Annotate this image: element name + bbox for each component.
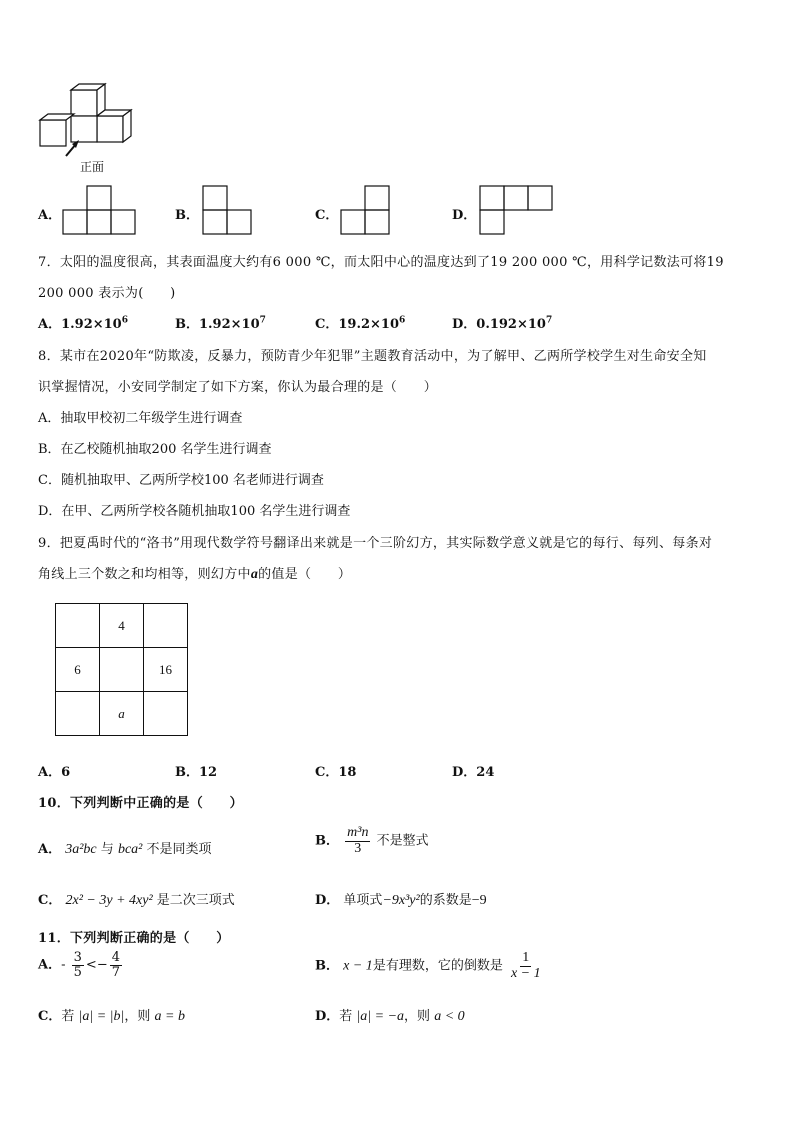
q10-option-b-label: B． — [315, 833, 339, 849]
q11-option-b-fraction — [509, 951, 543, 981]
q6-option-c-label: C． — [315, 208, 339, 223]
q10-option-a-label: A． — [38, 842, 62, 857]
q11-option-a-numerator-2: 4 — [111, 950, 120, 965]
q6-option-d-figure — [479, 186, 555, 236]
q8-stem-line1: 8．某市在2020年“防欺凌，反暴力，预防青少年犯罪”主题教育活动中，为了解甲、乙两所学校学生对生命安全知 — [38, 349, 707, 364]
q10-option-d-value: −9 — [471, 893, 487, 908]
q7-option-d-text: D．0.192×10 — [452, 317, 546, 332]
q11-option-a-label: A． — [38, 957, 62, 973]
q8-stem-line2: 识掌握情况，小安同学制定了如下方案，你认为最合理的是（ ） — [38, 380, 438, 395]
q7-option-d-exp: 7 — [545, 315, 553, 326]
q10-option-c-tail: 是二次三项式 — [156, 893, 235, 908]
q7-option-b-text: B．1.92×10 — [175, 317, 260, 332]
q11-option-a — [38, 951, 124, 979]
q8-option-a: A．抽取甲校初二年级学生进行调查 — [38, 411, 243, 426]
q10-option-c-expr: 2x² − 3y + 4xy² — [65, 893, 153, 908]
q11-option-a-denominator-2: 7 — [111, 964, 120, 980]
q9-stem-line2-pre: 角线上三个数之和均相等，则幻方中 — [38, 567, 251, 582]
q11-option-b-denominator: x − 1 — [510, 965, 541, 981]
q6-option-a-label: A． — [38, 208, 62, 223]
grid-cell — [144, 692, 188, 736]
q10-option-a-expr2: bca² — [117, 842, 143, 857]
q10-option-a-expr1: 3a²bc — [65, 842, 97, 857]
q10-option-a — [38, 838, 212, 858]
q6-option-b-figure — [202, 186, 254, 236]
q10-option-d-label: D． — [315, 893, 340, 908]
q11-stem: 11．下列判断正确的是（ ） — [38, 931, 230, 946]
q11-option-b-numerator: 1 — [522, 950, 530, 965]
q11-option-d — [315, 1005, 465, 1025]
front-view-label: 正面 — [80, 160, 105, 174]
q11-option-c-label: C． — [38, 1009, 62, 1024]
q11-option-a-numerator-1: 3 — [73, 950, 82, 965]
q7-option-b-exp: 7 — [259, 315, 266, 326]
q7-option-c-exp: 6 — [399, 315, 406, 326]
q10-option-d — [315, 889, 487, 909]
q10-option-c — [38, 889, 235, 909]
grid-cell — [100, 648, 144, 692]
magic-square-grid — [55, 603, 188, 736]
q11-option-a-relation: <− — [85, 957, 108, 973]
q7-stem-line1: 7．太阳的温度很高，其表面温度大约有6 000 ℃，而太阳中心的温度达到了19 200 000 ℃，用科学记数法可将19 — [38, 255, 724, 270]
q11-option-c-expr: |a| = |b| — [78, 1009, 125, 1024]
q9-option-b: B．12 — [175, 765, 218, 780]
q7-option-d — [452, 313, 552, 332]
q8-option-d: D．在甲、乙两所学校各随机抽取100 名学生进行调查 — [38, 504, 351, 519]
q9-stem-line1: 9．把夏禹时代的“洛书”用现代数学符号翻译出来就是一个三阶幻方，其实际数学意义就是它的每行、每列、每条对 — [38, 536, 713, 551]
grid-cell — [56, 604, 100, 648]
grid-cell: 4 — [100, 604, 144, 648]
q11-option-a-sign: - — [61, 957, 66, 973]
q7-option-a-exp: 6 — [121, 315, 128, 326]
q11-option-d-pre: 若 — [339, 1009, 353, 1024]
q7-stem-line2: 200 000 表示为( ) — [38, 286, 176, 301]
q10-option-a-tail: 不是同类项 — [146, 842, 212, 857]
q7-option-a — [38, 313, 128, 332]
q7-option-c — [315, 313, 405, 332]
q10-option-b-denominator: 3 — [354, 840, 362, 856]
q11-option-b-expr: x − 1 — [343, 958, 373, 974]
grid-cell — [56, 692, 100, 736]
grid-cell: 6 — [56, 648, 100, 692]
grid-cell: 16 — [144, 648, 188, 692]
q10-option-b-tail: 不是整式 — [376, 833, 429, 849]
q10-option-d-mid: 的系数是 — [419, 893, 472, 908]
q11-option-c — [38, 1005, 185, 1025]
q10-stem: 10．下列判断中正确的是（ ） — [38, 796, 243, 811]
q10-option-c-label: C． — [38, 893, 62, 908]
q11-option-b-mid: 是有理数，它的倒数是 — [372, 958, 503, 974]
q10-option-a-mid: 与 — [100, 842, 114, 857]
q8-option-c: C．随机抽取甲、乙两所学校100 名老师进行调查 — [38, 473, 324, 488]
q11-option-d-mid: ，则 — [404, 1009, 431, 1024]
q6-option-a-figure — [62, 186, 138, 236]
q10-option-b — [315, 826, 429, 856]
q7-option-b — [175, 313, 266, 332]
q11-option-b — [315, 951, 545, 981]
q6-option-c-figure — [340, 186, 392, 236]
grid-cell — [144, 604, 188, 648]
q11-option-b-label: B． — [315, 958, 339, 974]
q9-stem-line2 — [38, 563, 351, 583]
q10-option-d-expr: −9x³y² — [382, 893, 420, 908]
q9-variable: a — [250, 567, 259, 582]
q8-option-b: B．在乙校随机抽取200 名学生进行调查 — [38, 442, 272, 457]
q9-option-c: C．18 — [315, 765, 357, 780]
q9-stem-line2-post: 的值是（ ） — [258, 567, 352, 582]
q10-option-b-fraction — [345, 826, 370, 856]
q9-option-a: A．6 — [38, 765, 71, 780]
q11-option-a-denominator-1: 5 — [73, 964, 82, 980]
q11-option-d-expr: |a| = −a — [356, 1009, 405, 1024]
q11-option-a-fraction-2 — [110, 951, 122, 979]
q10-option-d-pre: 单项式 — [343, 893, 383, 908]
q6-option-d-label: D． — [452, 208, 477, 223]
grid-cell: a — [100, 692, 144, 736]
q6-option-b-label: B． — [175, 208, 199, 223]
q11-option-d-label: D． — [315, 1009, 340, 1024]
q7-option-a-text: A．1.92×10 — [38, 317, 122, 332]
q11-option-a-fraction-1 — [72, 951, 84, 979]
q11-option-c-mid: ，则 — [124, 1009, 151, 1024]
q10-option-b-numerator: m³n — [347, 825, 369, 840]
q11-option-c-pre: 若 — [61, 1009, 75, 1024]
q11-option-d-result: a < 0 — [434, 1009, 465, 1024]
q9-option-d: D．24 — [452, 765, 495, 780]
q7-option-c-text: C．19.2×10 — [315, 317, 399, 332]
q11-option-c-result: a = b — [154, 1009, 185, 1024]
